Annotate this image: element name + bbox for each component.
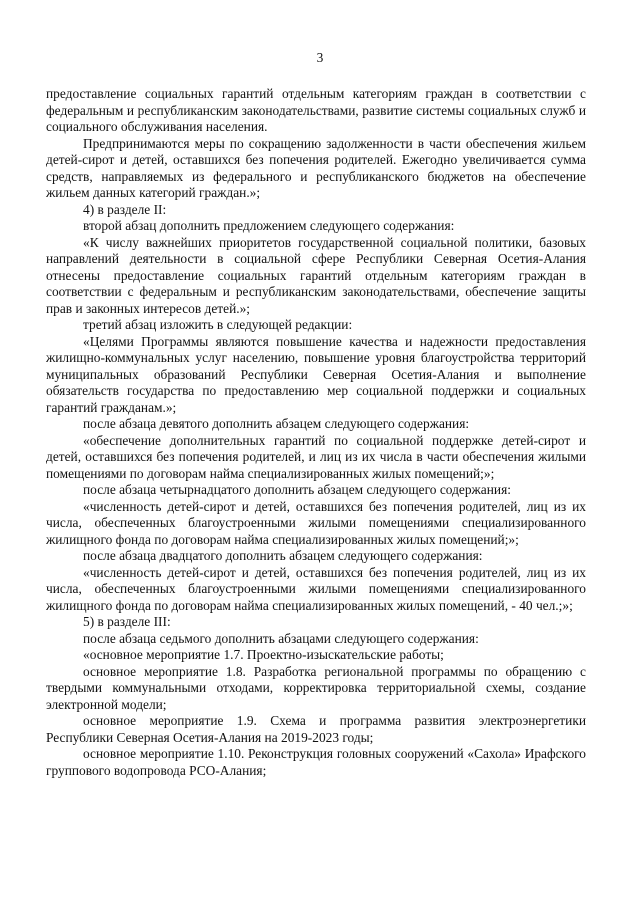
- paragraph: «численность детей-сирот и детей, оставшихся без попечения родителей, лиц из их числа, обеспеченных благоустроенными жилыми помещениями специализированного жилищного фонда по договорам найма специализированных жилых помещений, - 40 чел.;»;: [46, 564, 586, 613]
- paragraph: «численность детей-сирот и детей, оставшихся без попечения родителей, лиц из их числа, обеспеченных благоустроенными жилыми помещениями специализированного жилищного фонда по договорам найма специализированных жилых помещений;»;: [46, 498, 586, 547]
- paragraph: основное мероприятие 1.10. Реконструкция головных сооружений «Сахола» Ирафского группового водопровода РСО-Алания;: [46, 746, 586, 778]
- paragraph: после абзаца седьмого дополнить абзацами следующего содержания:: [83, 630, 479, 646]
- paragraph: основное мероприятие 1.9. Схема и программа развития электроэнергетики Республики Северная Осетия-Алания на 2019-2023 годы;: [46, 713, 586, 745]
- page-number: 3: [316, 50, 324, 65]
- paragraph: третий абзац изложить в следующей редакции:: [83, 317, 353, 332]
- paragraph: Предпринимаются меры по сокращению задолженности в части обеспечения жильем детей-сирот и детей, оставшихся без попечения родителей. Ежегодно увеличивается сумма средств, направляемых из федерального и республиканского бюджетов на обеспечение жильем данных категорий граждан.»;: [46, 135, 586, 200]
- paragraph: «обеспечение дополнительных гарантий по социальной поддержке детей-сирот и детей, оставшихся без попечения родителей, и лиц из их числа в части обеспечения жилыми помещениями по договорам найма специализированных жилых помещений;»;: [46, 432, 586, 481]
- body-text: [46, 86, 586, 779]
- paragraph: «К числу важнейших приоритетов государственной социальной политики, базовых направлений деятельности в социальной сфере Республики Северная Осетия-Алания отнесены предоставление социальных гарантий отдельным категориям граждан в соответствии с федеральным и республиканским законодательствами, обеспечение защиты прав и законных интересов детей.»;: [46, 234, 586, 316]
- paragraph: предоставление социальных гарантий отдельным категориям граждан в соответствии с федеральным и республиканским законодательствами, развитие системы социальных служб и социального обслуживания населения.: [46, 86, 586, 134]
- paragraph: после абзаца двадцатого дополнить абзацем следующего содержания:: [83, 548, 483, 563]
- paragraph: второй абзац дополнить предложением следующего содержания:: [83, 218, 455, 233]
- paragraph: «основное мероприятие 1.7. Проектно-изыскательские работы;: [83, 647, 444, 662]
- paragraph: «Целями Программы являются повышение качества и надежности предоставления жилищно-коммунальных услуг населению, повышение уровня благоустройства территорий муниципальных образований Республики Северная Осетия-Алания и выполнение обязательств государства по предоставлению мер социальной поддержки и социальных гарантий гражданам.»;: [46, 333, 586, 415]
- paragraph: 4) в разделе II:: [83, 201, 167, 217]
- paragraph: 5) в разделе III:: [83, 614, 171, 629]
- paragraph: после абзаца четырнадцатого дополнить абзацем следующего содержания:: [83, 482, 511, 497]
- paragraph: основное мероприятие 1.8. Разработка региональной программы по обращению с твердыми коммунальными отходами, корректировка территориальной схемы, создание электронной модели;: [46, 663, 586, 712]
- paragraph: после абзаца девятого дополнить абзацем следующего содержания:: [83, 416, 470, 431]
